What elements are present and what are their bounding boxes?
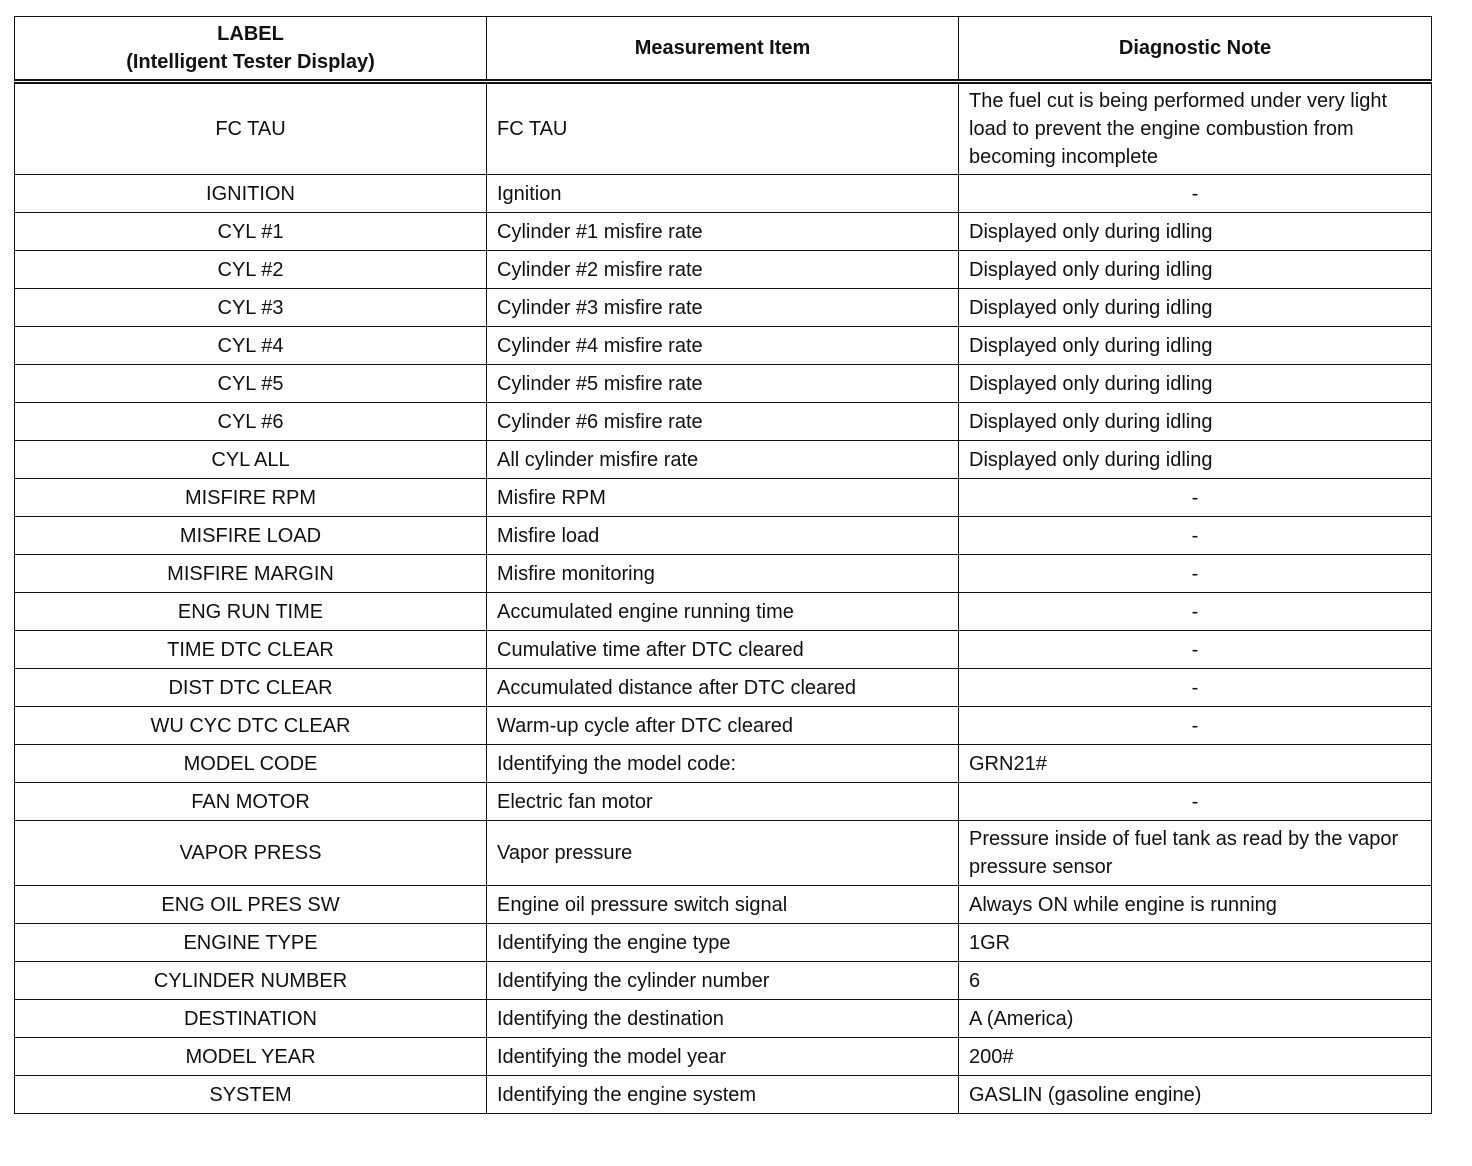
table-row — [15, 289, 1432, 327]
row-diagnostic-note: 1GR — [959, 924, 1432, 962]
row-label: CYL #4 — [15, 327, 487, 365]
table-row — [15, 213, 1432, 251]
row-measurement-item: Identifying the cylinder number — [487, 962, 959, 1000]
row-measurement-item: Electric fan motor — [487, 783, 959, 821]
row-label: WU CYC DTC CLEAR — [15, 707, 487, 745]
row-measurement-item: FC TAU — [487, 82, 959, 175]
row-label: CYL #5 — [15, 365, 487, 403]
row-diagnostic-note: GASLIN (gasoline engine) — [959, 1076, 1432, 1114]
diagnostic-data-table — [14, 16, 1432, 1114]
row-diagnostic-note: The fuel cut is being performed under very light load to prevent the engine combustion from becoming incomplete — [959, 82, 1432, 175]
row-measurement-item: Misfire load — [487, 517, 959, 555]
header-diagnostic-note: Diagnostic Note — [959, 17, 1432, 82]
table-row — [15, 403, 1432, 441]
table-row — [15, 479, 1432, 517]
row-measurement-item: Accumulated engine running time — [487, 593, 959, 631]
table-body — [15, 82, 1432, 1114]
header-label-line2: (Intelligent Tester Display) — [126, 51, 375, 73]
row-diagnostic-note: 6 — [959, 962, 1432, 1000]
row-measurement-item: Ignition — [487, 175, 959, 213]
table-row — [15, 175, 1432, 213]
table-row — [15, 669, 1432, 707]
row-diagnostic-note: 200# — [959, 1038, 1432, 1076]
row-label: MODEL YEAR — [15, 1038, 487, 1076]
row-diagnostic-note: - — [959, 479, 1432, 517]
table-row — [15, 821, 1432, 886]
table-row — [15, 631, 1432, 669]
row-diagnostic-note: Always ON while engine is running — [959, 886, 1432, 924]
row-diagnostic-note: Displayed only during idling — [959, 213, 1432, 251]
row-diagnostic-note: Pressure inside of fuel tank as read by the vapor pressure sensor — [959, 821, 1432, 886]
row-measurement-item: Cumulative time after DTC cleared — [487, 631, 959, 669]
row-diagnostic-note: Displayed only during idling — [959, 327, 1432, 365]
table-row — [15, 924, 1432, 962]
table-row — [15, 365, 1432, 403]
row-diagnostic-note: Displayed only during idling — [959, 403, 1432, 441]
row-measurement-item: Identifying the engine system — [487, 1076, 959, 1114]
row-measurement-item: Identifying the destination — [487, 1000, 959, 1038]
table-row — [15, 1038, 1432, 1076]
row-label: CYL ALL — [15, 441, 487, 479]
row-label: ENG RUN TIME — [15, 593, 487, 631]
row-diagnostic-note: Displayed only during idling — [959, 365, 1432, 403]
row-diagnostic-note: Displayed only during idling — [959, 289, 1432, 327]
row-label: CYLINDER NUMBER — [15, 962, 487, 1000]
row-measurement-item: Engine oil pressure switch signal — [487, 886, 959, 924]
row-diagnostic-note: - — [959, 669, 1432, 707]
row-measurement-item: Warm-up cycle after DTC cleared — [487, 707, 959, 745]
table-row — [15, 962, 1432, 1000]
table-row — [15, 707, 1432, 745]
row-label: MODEL CODE — [15, 745, 487, 783]
row-label: CYL #6 — [15, 403, 487, 441]
row-measurement-item: Vapor pressure — [487, 821, 959, 886]
row-label: MISFIRE LOAD — [15, 517, 487, 555]
row-measurement-item: Identifying the engine type — [487, 924, 959, 962]
table-row — [15, 441, 1432, 479]
table-row — [15, 517, 1432, 555]
table-row — [15, 783, 1432, 821]
row-measurement-item: Misfire monitoring — [487, 555, 959, 593]
row-diagnostic-note: - — [959, 707, 1432, 745]
row-measurement-item: Identifying the model code: — [487, 745, 959, 783]
row-diagnostic-note: GRN21# — [959, 745, 1432, 783]
row-diagnostic-note: - — [959, 783, 1432, 821]
row-label: VAPOR PRESS — [15, 821, 487, 886]
table-header-row — [15, 17, 1432, 82]
row-diagnostic-note: - — [959, 631, 1432, 669]
header-measurement-item: Measurement Item — [487, 17, 959, 82]
table-row — [15, 1076, 1432, 1114]
table-row — [15, 251, 1432, 289]
row-diagnostic-note: Displayed only during idling — [959, 251, 1432, 289]
table-row — [15, 886, 1432, 924]
row-label: DESTINATION — [15, 1000, 487, 1038]
row-measurement-item: Cylinder #5 misfire rate — [487, 365, 959, 403]
row-diagnostic-note: - — [959, 175, 1432, 213]
row-label: MISFIRE RPM — [15, 479, 487, 517]
row-label: ENGINE TYPE — [15, 924, 487, 962]
row-label: DIST DTC CLEAR — [15, 669, 487, 707]
table-row — [15, 745, 1432, 783]
row-diagnostic-note: - — [959, 517, 1432, 555]
table-row — [15, 1000, 1432, 1038]
row-label: CYL #3 — [15, 289, 487, 327]
row-label: CYL #2 — [15, 251, 487, 289]
row-diagnostic-note: A (America) — [959, 1000, 1432, 1038]
row-measurement-item: Cylinder #3 misfire rate — [487, 289, 959, 327]
row-label: MISFIRE MARGIN — [15, 555, 487, 593]
row-label: IGNITION — [15, 175, 487, 213]
table-row — [15, 593, 1432, 631]
header-label-line1: LABEL — [217, 23, 284, 45]
row-measurement-item: Cylinder #6 misfire rate — [487, 403, 959, 441]
row-label: TIME DTC CLEAR — [15, 631, 487, 669]
row-diagnostic-note: - — [959, 555, 1432, 593]
row-label: SYSTEM — [15, 1076, 487, 1114]
row-label: FAN MOTOR — [15, 783, 487, 821]
table-row — [15, 555, 1432, 593]
row-measurement-item: Accumulated distance after DTC cleared — [487, 669, 959, 707]
row-measurement-item: Identifying the model year — [487, 1038, 959, 1076]
row-label: ENG OIL PRES SW — [15, 886, 487, 924]
row-measurement-item: All cylinder misfire rate — [487, 441, 959, 479]
row-measurement-item: Cylinder #2 misfire rate — [487, 251, 959, 289]
row-diagnostic-note: - — [959, 593, 1432, 631]
row-measurement-item: Cylinder #4 misfire rate — [487, 327, 959, 365]
table-row — [15, 82, 1432, 175]
row-label: FC TAU — [15, 82, 487, 175]
row-measurement-item: Cylinder #1 misfire rate — [487, 213, 959, 251]
header-label — [15, 17, 487, 82]
row-measurement-item: Misfire RPM — [487, 479, 959, 517]
table-row — [15, 327, 1432, 365]
row-label: CYL #1 — [15, 213, 487, 251]
row-diagnostic-note: Displayed only during idling — [959, 441, 1432, 479]
